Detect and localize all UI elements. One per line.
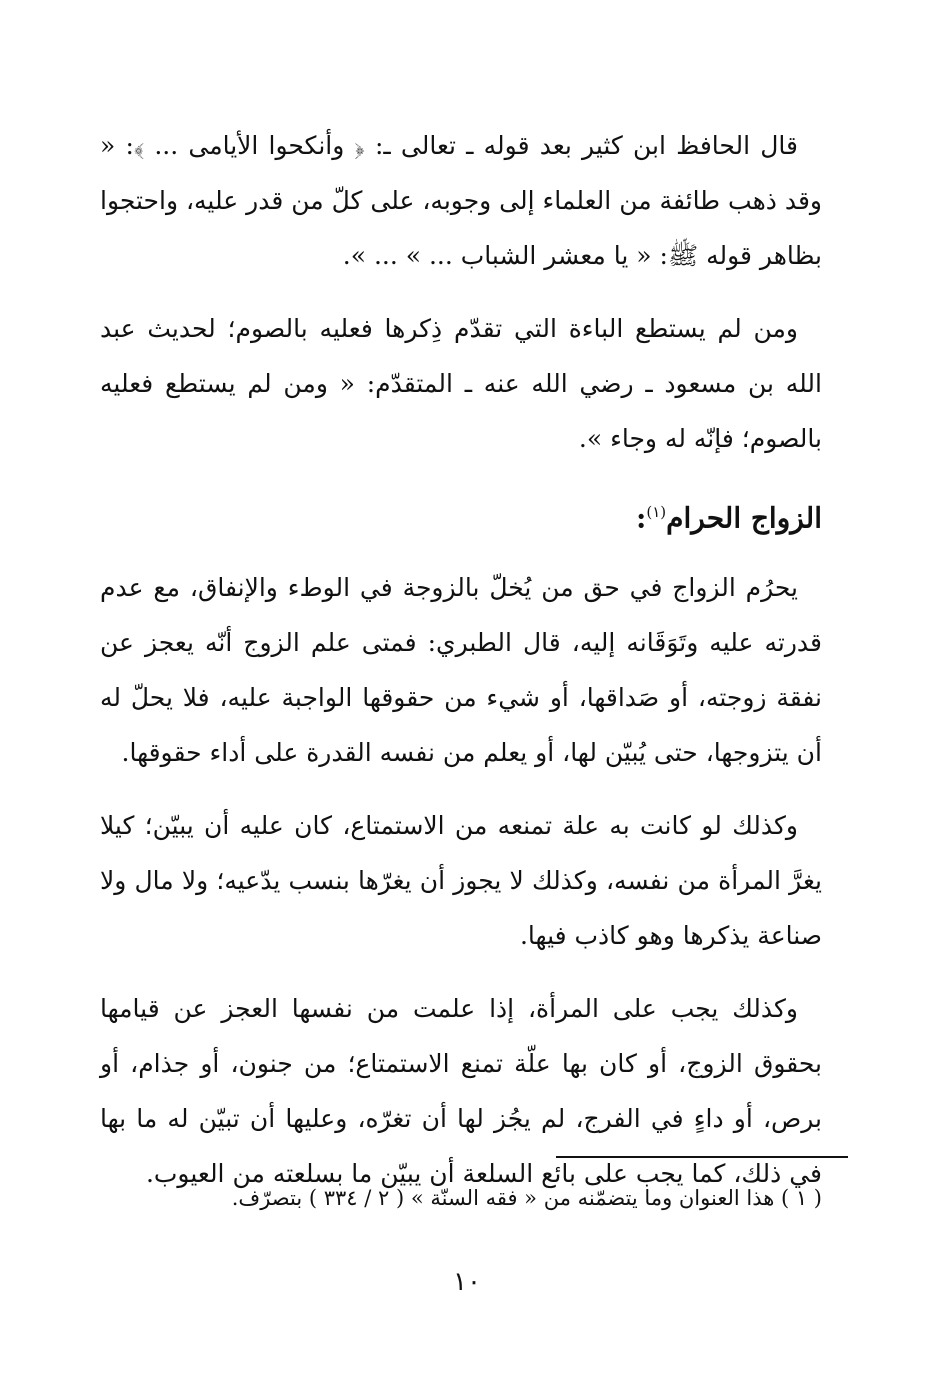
paragraph-ibn-kathir-quote: قال الحافظ ابن كثير بعد قوله ـ تعالى ـ: ﴿ وأنكحوا الأيامى ... ﴾: « وقد ذهب طائفة من العلماء إلى وجوبه، على كلّ من قدر عليه، واحتجوا بظاهر قوله ﷺ: « يا معشر الشباب ... » ... ». <box>100 131 822 270</box>
section-heading <box>100 484 822 546</box>
footnote-divider <box>556 1156 848 1158</box>
section-heading-title: الزواج الحرام <box>666 501 822 535</box>
section-heading-colon: : <box>636 501 647 535</box>
paragraph-fasting: ومن لم يستطع الباءة التي تقدّم ذِكرها فعليه بالصوم؛ لحديث عبد الله بن مسعود ـ رضي الله عنه ـ المتقدّم: « ومن لم يستطع فعليه بالصوم؛ فإنّه له وجاء ». <box>100 314 822 453</box>
footnote-reference: (١) <box>646 503 667 521</box>
paragraph-prohibited-marriage: يحرُم الزواج في حق من يُخلّ بالزوجة في الوطء والإنفاق، مع عدم قدرته عليه وتَوَقَانه إليه، قال الطبري: فمتى علم الزوج أنّه يعجز عن نفقة زوجته، أو صَداقها، أو شيء من حقوقها الواجبة عليه، فلا يحلّ له أن يتزوجها، حتى يُبيّن لها، أو يعلم من نفسه القدرة على أداء حقوقها. <box>100 573 822 768</box>
page-number: ١٠ <box>453 1267 481 1297</box>
footnote-text: ( ١ ) هذا العنوان وما يتضمّنه من « فقه السنّة » ( ٢ / ٣٣٤ ) بتصرّف. <box>231 1186 822 1210</box>
paragraph-defect-disclosure-man: وكذلك لو كانت به علة تمنعه من الاستمتاع، كان عليه أن يبيّن؛ كيلا يغرَّ المرأة من نفسه، وكذلك لا يجوز أن يغرّها بنسب يدّعيه؛ ولا مال ولا صناعة يذكرها وهو كاذب فيها. <box>100 811 822 951</box>
page-body <box>100 118 822 1219</box>
paragraph-defect-disclosure-woman: وكذلك يجب على المرأة، إذا علمت من نفسها العجز عن قيامها بحقوق الزوج، أو كان بها علّة تمنع الاستمتاع؛ من جنون، أو جذام، أو برص، أو داءٍ في الفرج، لم يجُز لها أن تغرّه، وعليها أن تبيّن له ما بها في ذلك، كما يجب على بائع السلعة أن يبيّن ما بسلعته من العيوب. <box>100 994 822 1189</box>
